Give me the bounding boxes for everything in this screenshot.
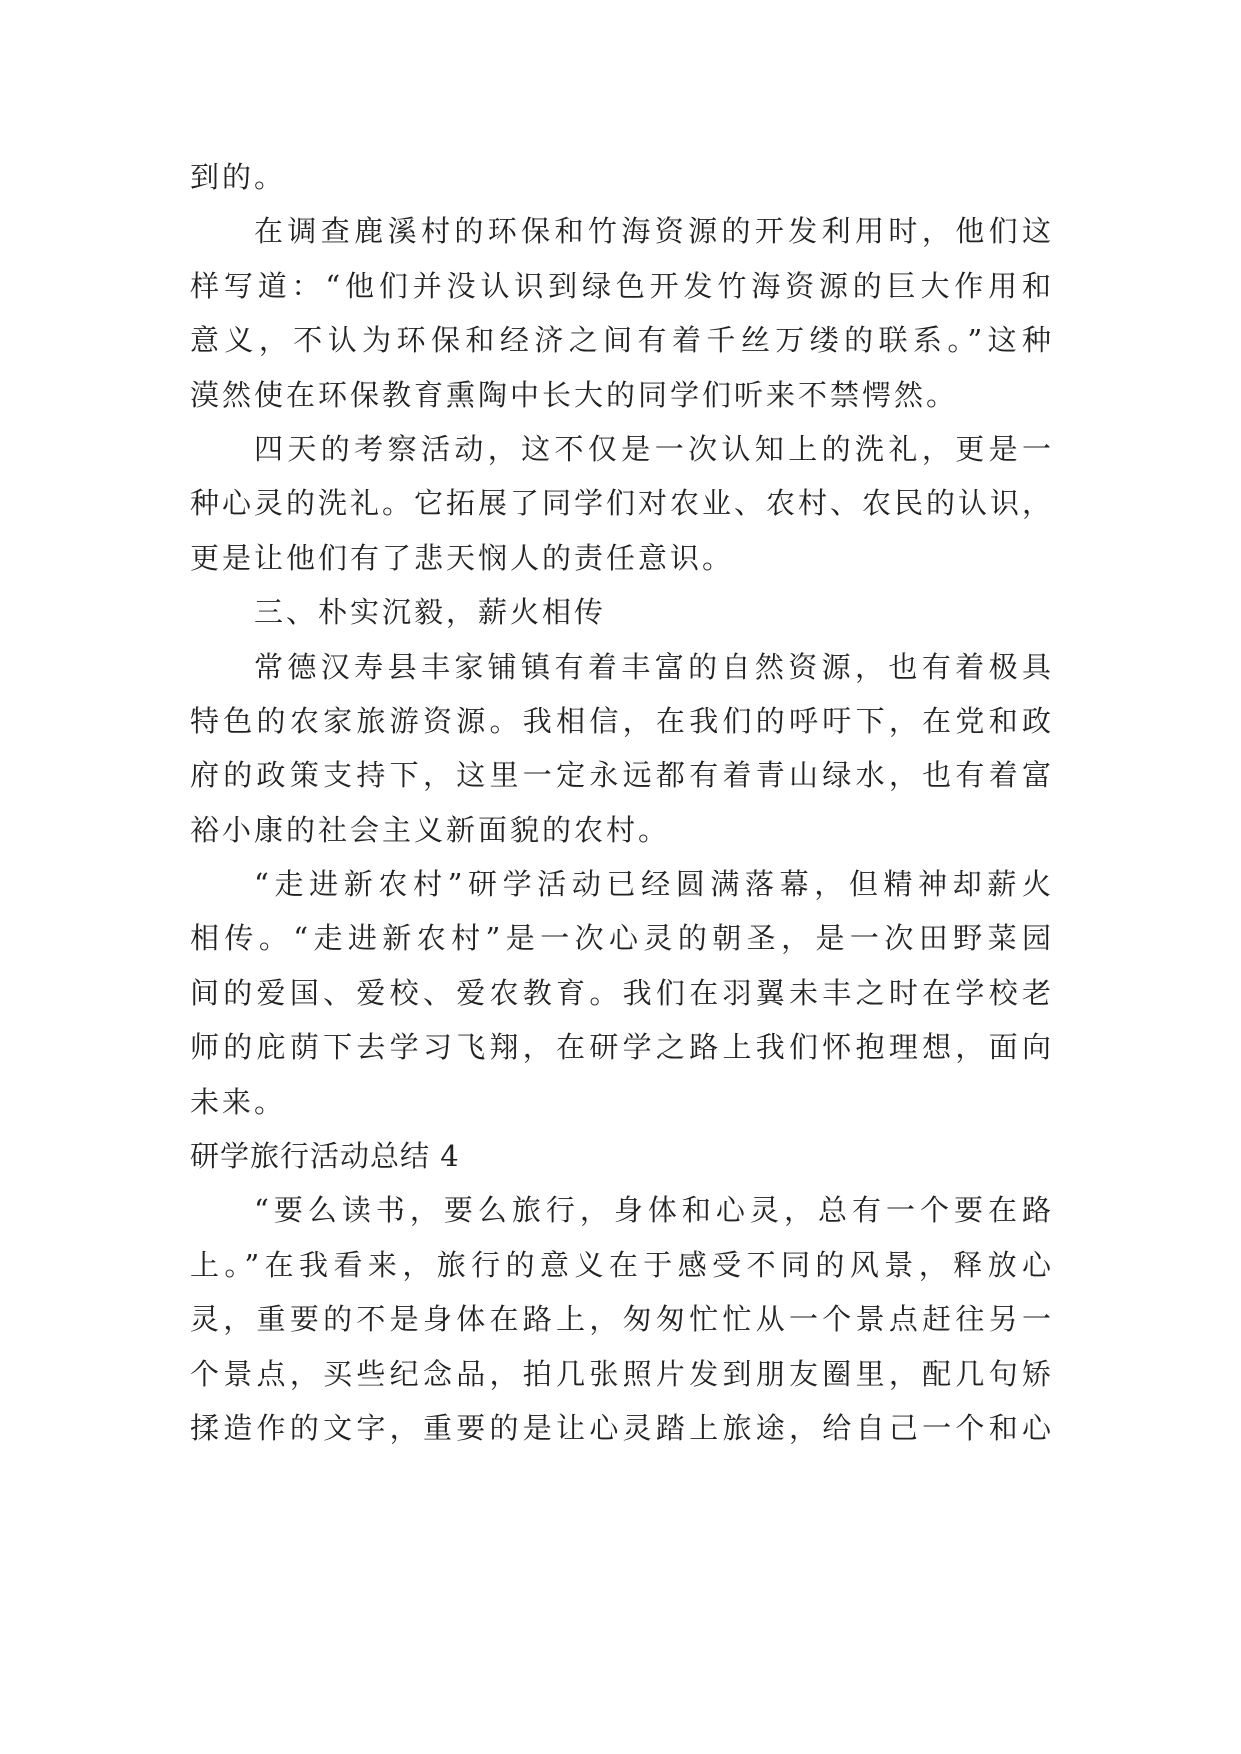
text-line: 未来。 bbox=[190, 1084, 287, 1119]
text-line: 灵，重要的不是身体在路上，匆匆忙忙从一个景点赶往另一 bbox=[190, 1302, 1054, 1337]
text-line: 漠然使在环保教育熏陶中长大的同学们听来不禁愕然。 bbox=[190, 377, 959, 412]
text-line: 在调查鹿溪村的环保和竹海资源的开发利用时，他们这 bbox=[254, 214, 1054, 249]
text-line: 种心灵的洗礼。它拓展了同学们对农业、农村、农民的认识， bbox=[190, 486, 1054, 521]
text-line: 个景点，买些纪念品，拍几张照片发到朋友圈里，配几句矫 bbox=[190, 1356, 1054, 1391]
text-line: 四天的考察活动，这不仅是一次认知上的洗礼，更是一 bbox=[254, 431, 1054, 466]
text-line: 上。”在我看来，旅行的意义在于感受不同的风景，释放心 bbox=[190, 1247, 1054, 1282]
text-line: 裕小康的社会主义新面貌的农村。 bbox=[190, 812, 671, 847]
document-body bbox=[190, 150, 1054, 1455]
text-line: 府的政策支持下，这里一定永远都有着青山绿水，也有着富 bbox=[190, 758, 1054, 793]
text-line: 到的。 bbox=[190, 160, 287, 194]
text-line: 相传。“走进新农村”是一次心灵的朝圣，是一次田野菜园 bbox=[190, 921, 1054, 956]
text-line: 样写道：“他们并没认识到绿色开发竹海资源的巨大作用和 bbox=[190, 268, 1054, 303]
text-line: 意义，不认为环保和经济之间有着千丝万缕的联系。”这种 bbox=[190, 323, 1054, 358]
text-line: “走进新农村”研学活动已经圆满落幕，但精神却薪火 bbox=[254, 867, 1054, 902]
section-heading: 研学旅行活动总结 4 bbox=[190, 1139, 460, 1174]
text-line: 师的庇荫下去学习飞翔，在研学之路上我们怀抱理想，面向 bbox=[190, 1030, 1054, 1065]
text-line: 三、朴实沉毅，薪火相传 bbox=[254, 595, 607, 630]
text-line: 间的爱国、爱校、爱农教育。我们在羽翼未丰之时在学校老 bbox=[190, 975, 1054, 1010]
text-line: 更是让他们有了悲天悯人的责任意识。 bbox=[190, 540, 735, 575]
text-line: 揉造作的文字，重要的是让心灵踏上旅途，给自己一个和心 bbox=[190, 1410, 1054, 1445]
text-line: 特色的农家旅游资源。我相信，在我们的呼吁下，在党和政 bbox=[190, 703, 1054, 738]
text-line: “要么读书，要么旅行，身体和心灵，总有一个要在路 bbox=[254, 1193, 1054, 1228]
text-line: 常德汉寿县丰家铺镇有着丰富的自然资源，也有着极具 bbox=[254, 649, 1054, 684]
